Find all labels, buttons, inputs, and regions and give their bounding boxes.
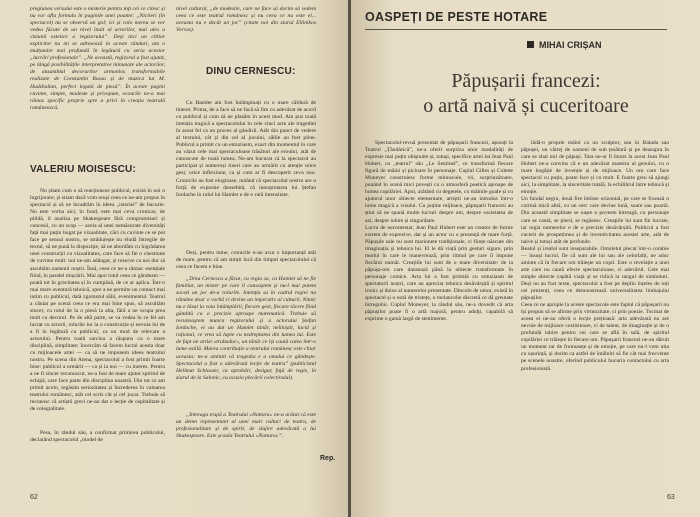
heading-dinu-cernescu: DINU CERNESCU: bbox=[206, 66, 296, 77]
left-column-2-body-b: Deși, pentru mine, cronicile n-au avut o importanță atât de mare, pentru că am simțit încă din timpul spectacolului că ceea ce facem e bine. bbox=[176, 250, 316, 271]
left-column-1-intro: pregiunea versului este o misterie pentru toți cei ce citesc și nu vor afla formula în paginile unei poante: „Niciieri (în spectacol) nu se observă un gol; ici și colo mereu se vor vedea făcute de un nivel înalt al actorilor, mai ales a viziunii estetice a regizorului”. Deși nici un cititor explicitor nu mi se adresează în aceste rânduri, am o mulțumire mai profundă în legătură cu seria acestor „lucrări profesionale”. „Ne aceastǎ, regizorul a fost ajutat, pe lângă posibilitățile interpretative minunate ale actorilor, de ansamblul decorurilor armonios transformabile realizate de Constantin Russu și de muzica lui M. Hudzbalian, perfect legată de piesă”. În aceste pagini cuvinte, simple, modeste și pricepute, ecourile ne-a mai rămas specific proprie spre a privi în creația teatrală românească. bbox=[30, 6, 165, 111]
section-rule bbox=[365, 29, 667, 30]
left-column-1-end: Pesa, în rândul său, a confirmat primirea publicului, declarând spectacolul „model de bbox=[30, 430, 165, 444]
article-title: Păpușarii francezi: o artă naivă și cuceritoare bbox=[423, 70, 629, 117]
left-page bbox=[0, 0, 349, 517]
left-column-2-body-c: „Dinu Cernescu a făcut, cu regia sa, ca Hamlet să ne fie familiar, un mister pe care îl cunoaștem și nu-l mai putem socoti un joc de-a rolurile. Intenția sa în cadrul regiei nu rămâne doar o vorbă ci devine un imperativ al culturii. Nimic nu e lăsat la voia întâmplării, fiecare gest, fiecare tăcere fiind gândită cu o precizie aproape matematică. Trebuie să recunoaștem munca regizorului și a actorului Ștefan Iordache, ei au dat un Hamlet tânăr, neliniștit, lucid și rațional, ce vrea să lupte cu nedreptatea din lumea lui. Este de fapt un artist «trubadur», un tânăr ce își caută calea într-o lume ostilă. Marea contribuție a teatrului românesc este chiar aceasta: ne-a amintit că tragedia e a omului ce gândește. Spectacolul a fost o adevărată lecție de teatru” (publicistul Hellmut Schlosser, cu aprobări, desigur, față de regie, în ziarul de la Salonic, cu ocazia plecării colectivului). bbox=[176, 276, 316, 381]
square-bullet-icon bbox=[527, 41, 534, 48]
right-page bbox=[351, 0, 700, 517]
right-column-1: Spectacolul-revuă prezentat de păpușarii francezi, așezați la Teatrul „Țăndărică”, ne-a oferit surpriza unor modalități de expresie mai puțin obișnuite și, totuși, specifice artei lui Jean Paul Hubert, cu „teatrul” său „Le Sentinel”, ce transformă fiecare figură de mâini și picioare în personaje. Cuplul Gilles și Colette Moneyer construiesc forme minuscule, vii, surprinzătoare, punând în scenă mici povești cu o atmosferă poetică aproape de lumea copilăriei. Apoi, arătând cu degetele, cu mâinile goale și cu ajutorul unor obiecte elementare, artiștii ne-au introdus într-o lume magică a visului. Cu puține mijloace, păpușarii francezi au știut să ne spună multe lucruri despre om, despre societatea de azi, despre iubire și singurătate. Lucru de necontestat, Jean Paul Hubert este un creator de forme extrem de expresive, dar și un actor cu o prezență de mare forță. Păpușile sale nu sunt marionete tradiționale, ci ființe născute din imaginația și tehnica lui. El le dă viață prin gesturi sigure, prin modul în care le manevrează, prin ritmul pe care îl impune fiecărui număr. Creațiile lui sunt de o mare diversitate: de la păpușa-om care dansează până la obiecte transformate în personaje comice. Arta lui a fost primită cu entuziasm de spectatorii noștri, care au apreciat tehnica desăvârșită și spiritul ironic și duios al numerelor prezentate. Dincolo de umor, există în spectacol și o notă de tristețe, o melancolie discretă ce dă greutate întregului. Cuplul Moneyer, la rândul său, ne-a dovedit că arta păpușilor poate fi o artă majoră, pentru adulți, capabilă să exprime o gamă largă de sentimente. bbox=[365, 140, 513, 323]
right-column-2: lădă-o proprie mâini ca un sculptor, sau în Balada sau păpușei, un vârtej de oameni de sub țesătură și pe deasupra în care se zbat mii de păpuși. Tata ne-ar fi întors la acest Jean Paul Hubert ne-a convins că e un adevărat maestru al genului, cu o mare bogăție de invenție și de mijloace. Un om care face spectacol cu puțin, poate face și cu mult. E foarte greu să ajungi aici, la simplitate, la sinceritate totală, la echilibrul între tehnică și emoție. Un fundal negru, două fire întinse orizontal, pe care se fixează o cortină mică albă, cu un cerc care devine lună, soare sau poartă. Din această simplitate se naște o poveste întreagă, cu personaje care se caută, se pierd, se regăsesc. Creațiile lui sunt fin lucrate, iar regia numerelor e de o precizie desăvârșită. Publicul a fost cucerit de prospețimea și de inventivitatea acestei arte, atât de naive și totuși atât de profunde. Realul și irealul sunt inseparabile. Omuletul plecat într-o corabie — însuși lucrul, fie că sunt ale lui sau ale celorlalți, ne aduc aminte că în fiecare om trăiește un copil. Este o revelație a unei arte care nu caută efecte spectaculoase, ci adevărul. Cele mai simple obiecte capătă viață și se ridică la rangul de simboluri. Deși nu au fost texte, spectacolul a fost pe deplin înțeles de toți cei prezenți, ceea ce demonstrează universalitatea limbajului păpușilor. Ceea ce ne apropie la aceste spectacole este faptul că păpușarii nu își propun să se afirme prin virtuozitate, ci prin poezie. Tocmai de aceea ei ne-au oferit o lecție prețioasă: arta adevărată nu are nevoie de mijloace costisitoare, ci de talent, de imaginație și de o profundă iubire pentru cei care se află în sală, de spiritul copilăriei ce trăiește în fiecare om. Păpușarii francezi ne-au dăruit un moment rar de frumusețe și de emoție, pe care nu-l vom uita cu ușurință, și dorim ca astfel de întâlniri să fie cât mai frecvente pe scenele noastre, oferind publicului bucuria contactului cu arta profesionistă. bbox=[521, 140, 669, 372]
left-column-2-end: „Întreaga trupă a Teatrului «Nottara» ne-a arătat că este un demn reprezentant al unei mari culturi de teatru, de profesionalitate și de spirit, de slujire adevărată a lui Shakespeare. Este școala Teatrului «Nottara»”. bbox=[176, 412, 316, 440]
author-byline: MIHAI CRIȘAN bbox=[527, 40, 602, 50]
heading-valeriu-moisescu: VALERIU MOISESCU: bbox=[30, 164, 136, 175]
left-column-2-intro: nivel cultural, „de modestie, care ne face să dorim să vedem ceea ce este teatrul românesc și nu ceea ce nu este el... aceasta nu e decât un joc” (citate noi din ziarul Ellinikos Vorras). bbox=[176, 6, 316, 34]
left-column-2-body-a: Cu Hamlet am fost întâmpinați cu o mare căldură de tineret. Prima, de a face să ne facă să fim cu adevărat de acord cu publicul și cum să ne plasăm în acest mod. Am pus toată intenția tragică a spectacolului în cele cinci acte ale tragediei în acest fel ca un proces al gândirii. Atât din punct de vedere al textului, cât și din cel al jocului, sălile au fost pline. Publicul a primit cu un entuziasm, exact din momentul în care au văzut cele mai spectaculoase trăsături ale eroului, atât de cunoscute de toată lumea. Ne-am bucurat că la spectacol au participat și numeroși tineri care au urmărit cu atenție orice gest, orice inflexiune, ca și cum ar fi descoperit ceva nou. Cronicile au fost elogioase, notând că spectacolul nostru are o forță de expresie deosebită, că interpretarea lui Ștefan Iordache în rolul lui Hamlet e de o rară intensitate. bbox=[176, 100, 316, 198]
page-number-left: 62 bbox=[30, 494, 38, 501]
left-column-1-body: Nu știam cum o să reacționeze publicul, existà în noi o îngrijorare; și stiam dacă vom reuși ceea ce ne-am propus în spectacol și să ne încadrăm în ideea „istoriei” de bucurie. Nu este vorba aici, în fond, este mai ceva cronicar, de plildă, il analiza pe Shakespeare fără compromisuri și concesii, cu un scop — acela al unei nemăsurate diversități față mai puțin bogat pe vizualitate, căci cu cuvinte ce se pot face pe sensul nostru, se străduiește nu eludă întregile de textul, să ne pună la dispoziție, să ne abordăm cu îngrădarea unei construcții cu vizualitatea, care face să fie o chestiune de cuvinte mult: noi ne-am adăugat, și rezerve ca noi dor să ascultăm oamenii noștri. Însă, ceea ce ne-a rămas: esențiale fiind, în paralel mișcării. Mai apoi totul ceea ce gândeam — poată tot în gravitatea și în cumpănă, de ce ar aplica. Într-o mai mare aventură tehnică, spre a ne permite un contact mai intim cu publicul, dată zgomotul sălii, evenimentul. Teatrul a căutat pe scenă ceea ce era mai bine spus, să ascultăm sincer, cu totul de la o piesă la alta, fără a ne ocupa prea mult cu decorul. Pe de altă parte, se va vedea în ce fel am lucrat cu actorii, rolurile lor la o construcție și nevoia lui de a fi în legătură cu publicul, ca un mod de relevare a actorului. Pentru toată sarcina a răspuns cu o mare disciplină, simplitate; încercăm să facem lucrul acesta doar cu mijloacele artei — ca să ne impunem ideea teatrului nostru. Pe scena din Atena, spectacolul a fost primit foarte bine: publicul a urmărit — ca și la noi — cu interes. Pentru a ne fi sincer recunoscut, ne-a fost de mare ajutor spiritul de echipă, care face parte din disciplina noastră. Din tot ce am primit acolo, regăsim seriozitatea și încrederea în valoarea teatrului românesc, atât cel scris cât și cel jucat. Trebuie să recunosc că artiștii greci ne-au dat o lecție de ospitalitate și de colegialitate. bbox=[30, 188, 165, 413]
page-number-right: 63 bbox=[667, 494, 675, 501]
section-title: OASPEȚI DE PESTE HOTARE bbox=[365, 10, 548, 24]
signature: Rep. bbox=[320, 455, 336, 462]
